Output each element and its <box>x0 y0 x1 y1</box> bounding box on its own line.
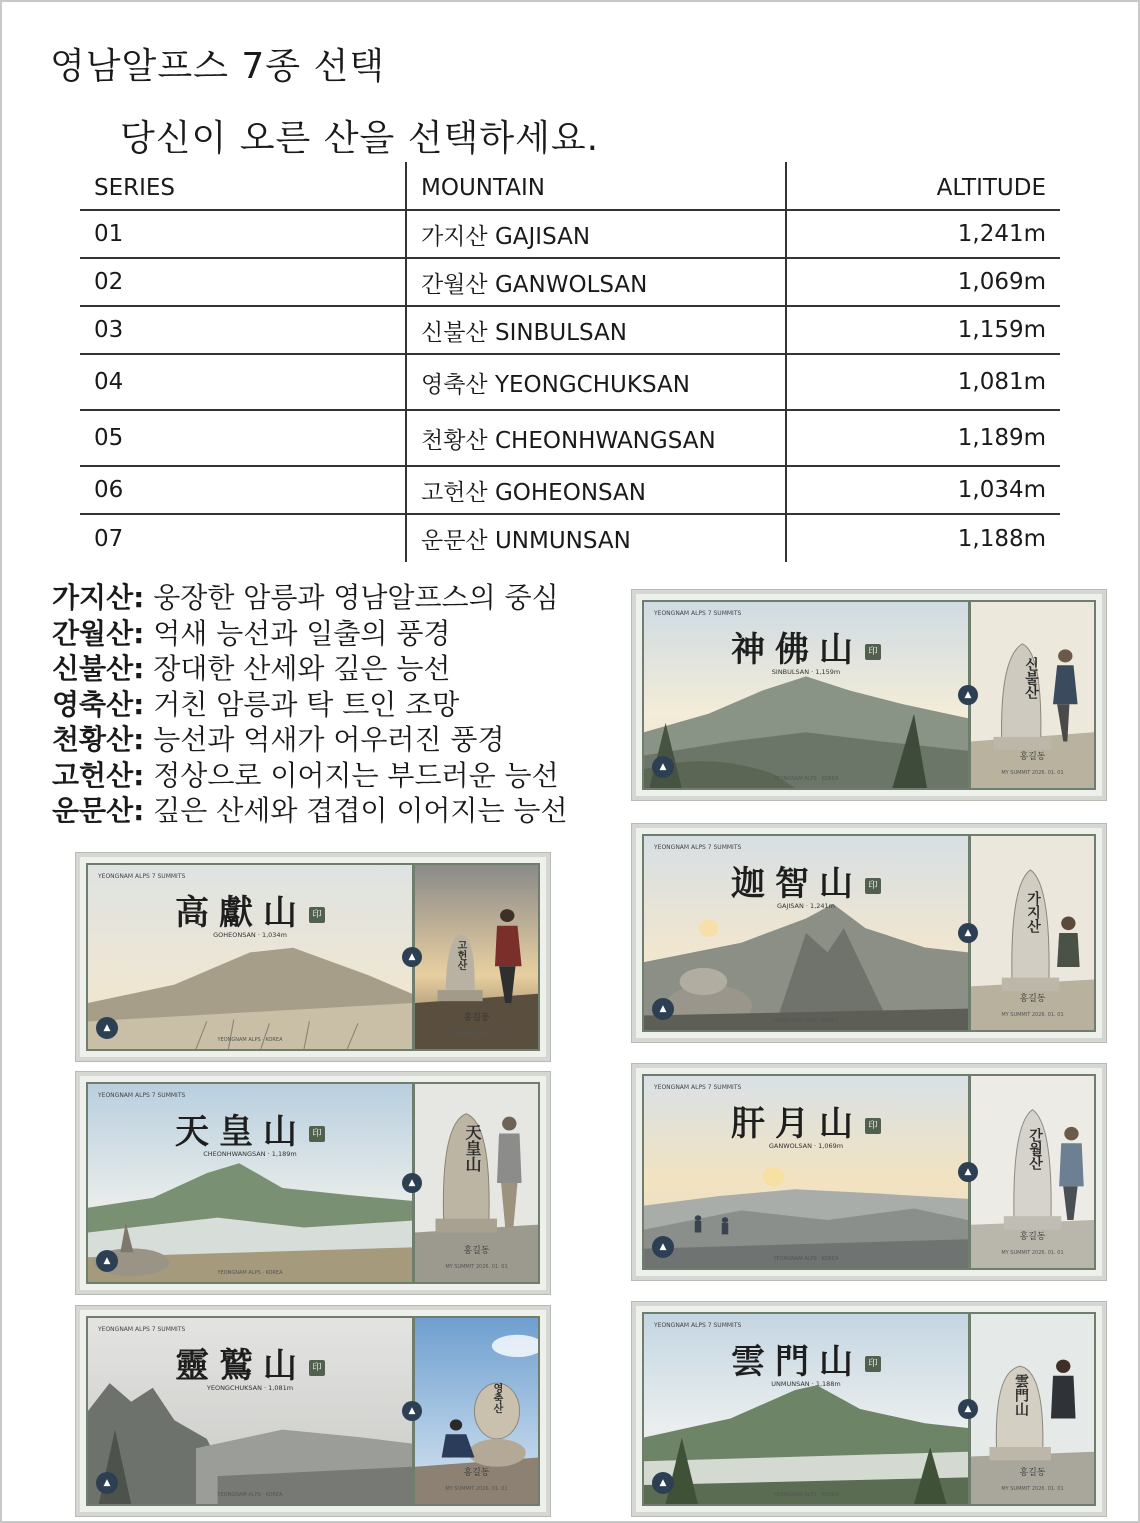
card-brand: YEONGNAM ALPS 7 SUMMITS <box>98 1092 186 1099</box>
mountain-cell: 가지산 GAJISAN <box>406 210 786 258</box>
series-cell: 06 <box>80 466 406 514</box>
card-hanja-title <box>644 1334 968 1383</box>
stone-inscription: 雲門山 <box>1013 1374 1029 1416</box>
card-summit-date: MY SUMMIT 2026. 01. 01 <box>445 1264 508 1270</box>
card-summit-date: MY SUMMIT 2026. 01. 01 <box>445 1486 508 1492</box>
card-subtitle: SINBULSAN · 1,159m <box>771 668 841 676</box>
card-summit-date: MY SUMMIT 2026. 01. 01 <box>1001 1250 1064 1256</box>
description-name: 가지산: <box>52 581 145 614</box>
card-hanja-title <box>88 1104 412 1153</box>
description-line <box>52 793 568 829</box>
mountain-cell: 신불산 SINBULSAN <box>406 306 786 354</box>
hanja-text: 靈鷲山 <box>175 1346 307 1386</box>
card-summit-photo <box>412 865 538 1049</box>
mountain-logo-icon: ▲ <box>652 756 674 778</box>
description-text: 정상으로 이어지는 부드러운 능선 <box>144 758 559 792</box>
card-person-name: 홍길동 <box>1019 1232 1046 1242</box>
altitude-cell: 1,081m <box>786 354 1060 410</box>
card-hanja-title <box>644 856 968 905</box>
mountain-logo-icon: ▲ <box>96 1017 118 1039</box>
card-person-name: 홍길동 <box>1019 1468 1046 1478</box>
card-footer: YEONGNAM ALPS · KOREA <box>217 1492 283 1498</box>
page-title: 영남알프스 7종 선택 <box>50 46 385 87</box>
table-row[interactable] <box>80 354 1060 410</box>
mountain-cell: 운문산 UNMUNSAN <box>406 514 786 562</box>
description-line <box>52 722 568 758</box>
card-landscape <box>644 836 968 1030</box>
mountain-badge-icon: ▲ <box>958 685 978 705</box>
table-row[interactable] <box>80 306 1060 354</box>
seal-stamp: 印 <box>865 878 881 894</box>
seal-stamp: 印 <box>865 1356 881 1372</box>
card-landscape <box>644 602 968 788</box>
card-brand: YEONGNAM ALPS 7 SUMMITS <box>98 873 186 880</box>
mountain-logo-icon: ▲ <box>96 1250 118 1272</box>
card-frame <box>86 863 540 1051</box>
card-frame <box>642 834 1096 1032</box>
mountain-cell: 고헌산 GOHEONSAN <box>406 466 786 514</box>
hanja-text: 迦智山 <box>731 864 863 904</box>
description-name: 고헌산: <box>52 758 145 792</box>
table-row[interactable] <box>80 258 1060 306</box>
mountain-table <box>80 162 1060 562</box>
mountain-badge-icon: ▲ <box>402 1173 422 1193</box>
mountain-logo-icon: ▲ <box>652 998 674 1020</box>
card-subtitle: YEONGCHUKSAN · 1,081m <box>206 1384 294 1392</box>
summit-card-gajisan[interactable] <box>632 824 1106 1042</box>
card-subtitle: GOHEONSAN · 1,034m <box>213 931 287 939</box>
card-footer: YEONGNAM ALPS · KOREA <box>217 1037 283 1043</box>
card-hanja-title <box>644 1096 968 1145</box>
stone-inscription: 가지산 <box>1025 891 1041 933</box>
card-summit-photo <box>968 1314 1094 1504</box>
hanja-text: 高獻山 <box>175 893 307 933</box>
card-summit-date: MY SUMMIT 2026. 01. 01 <box>1001 1486 1064 1492</box>
card-footer: YEONGNAM ALPS · KOREA <box>773 776 839 782</box>
series-cell: 01 <box>80 210 406 258</box>
table-header-row <box>80 162 1060 210</box>
col-header-altitude: ALTITUDE <box>786 162 1060 210</box>
summit-card-sinbulsan[interactable] <box>632 590 1106 800</box>
description-line <box>52 580 568 616</box>
summit-card-goheonsan[interactable] <box>76 853 550 1061</box>
summit-card-yeongchuksan[interactable] <box>76 1306 550 1516</box>
card-subtitle: GANWOLSAN · 1,069m <box>768 1142 844 1150</box>
summit-card-unmunsan[interactable] <box>632 1302 1106 1516</box>
card-person-name: 홍길동 <box>463 1468 490 1478</box>
summit-card-ganwolsan[interactable] <box>632 1064 1106 1280</box>
mountain-cell: 간월산 GANWOLSAN <box>406 258 786 306</box>
card-hanja-title <box>88 885 412 934</box>
mountain-cell: 천황산 CHEONHWANGSAN <box>406 410 786 466</box>
description-text: 억새 능선과 일출의 풍경 <box>144 616 451 650</box>
card-subtitle: UNMUNSAN · 1,188m <box>771 1380 841 1388</box>
seal-stamp: 印 <box>309 907 325 923</box>
table-row[interactable] <box>80 466 1060 514</box>
card-landscape <box>88 1084 412 1282</box>
hanja-text: 肝月山 <box>731 1104 863 1144</box>
card-frame <box>86 1082 540 1284</box>
card-summit-photo <box>968 1076 1094 1268</box>
card-landscape <box>88 865 412 1049</box>
altitude-cell: 1,159m <box>786 306 1060 354</box>
card-summit-date: MY SUMMIT 2026. 01. 01 <box>445 1031 508 1037</box>
card-summit-photo <box>968 836 1094 1030</box>
card-summit-date: MY SUMMIT 2026. 01. 01 <box>1001 770 1064 776</box>
card-frame <box>642 600 1096 790</box>
card-summit-photo <box>412 1318 538 1504</box>
card-brand: YEONGNAM ALPS 7 SUMMITS <box>654 610 742 617</box>
description-text: 장대한 산세와 깊은 능선 <box>144 652 451 685</box>
page-subtitle: 당신이 오른 산을 선택하세요. <box>120 118 600 159</box>
series-cell: 03 <box>80 306 406 354</box>
seal-stamp: 印 <box>309 1126 325 1142</box>
card-brand: YEONGNAM ALPS 7 SUMMITS <box>654 1084 742 1091</box>
card-subtitle: CHEONHWANGSAN · 1,189m <box>203 1150 297 1158</box>
description-name: 신불산: <box>52 652 145 685</box>
summit-card-cheonhwangsan[interactable] <box>76 1072 550 1294</box>
description-name: 운문산: <box>52 794 145 827</box>
card-subtitle: GAJISAN · 1,241m <box>776 902 835 910</box>
series-cell: 04 <box>80 354 406 410</box>
card-person-name: 홍길동 <box>463 1246 490 1256</box>
card-brand: YEONGNAM ALPS 7 SUMMITS <box>654 844 742 851</box>
card-frame <box>86 1316 540 1506</box>
stone-inscription: 영축산 <box>491 1383 502 1413</box>
card-brand: YEONGNAM ALPS 7 SUMMITS <box>98 1326 186 1333</box>
description-text: 능선과 억새가 어우러진 풍경 <box>144 723 505 756</box>
card-landscape <box>88 1318 412 1504</box>
seal-stamp: 印 <box>865 644 881 660</box>
mountain-badge-icon: ▲ <box>402 947 422 967</box>
card-hanja-title <box>88 1338 412 1387</box>
altitude-cell: 1,069m <box>786 258 1060 306</box>
card-footer: YEONGNAM ALPS · KOREA <box>773 1018 839 1024</box>
card-person-name: 홍길동 <box>1019 752 1046 762</box>
description-text: 웅장한 암릉과 영남알프스의 중심 <box>144 581 559 614</box>
col-header-mountain: MOUNTAIN <box>406 162 786 210</box>
card-summit-photo <box>968 602 1094 788</box>
card-footer: YEONGNAM ALPS · KOREA <box>773 1256 839 1262</box>
series-cell: 02 <box>80 258 406 306</box>
card-frame <box>642 1312 1096 1506</box>
card-summit-date: MY SUMMIT 2026. 01. 01 <box>1001 1012 1064 1018</box>
hanja-text: 神佛山 <box>731 630 863 670</box>
mountain-badge-icon: ▲ <box>402 1401 422 1421</box>
description-line <box>52 687 568 723</box>
mountain-descriptions <box>52 580 568 829</box>
description-text: 깊은 산세와 겹겹이 이어지는 능선 <box>144 794 568 827</box>
description-line <box>52 651 568 687</box>
series-cell: 07 <box>94 525 124 552</box>
stone-inscription: 간월산 <box>1027 1128 1043 1170</box>
table-row[interactable] <box>80 210 1060 258</box>
stone-inscription: 신불산 <box>1023 657 1039 699</box>
card-hanja-title <box>644 622 968 671</box>
mountain-logo-icon: ▲ <box>96 1472 118 1494</box>
card-landscape <box>644 1076 968 1268</box>
hanja-text: 雲門山 <box>731 1342 863 1382</box>
mountain-logo-icon: ▲ <box>652 1472 674 1494</box>
card-person-name: 홍길동 <box>1019 994 1046 1004</box>
card-footer: YEONGNAM ALPS · KOREA <box>773 1492 839 1498</box>
stone-inscription: 天皇山 <box>463 1124 482 1172</box>
description-text: 거친 암릉과 탁 트인 조망 <box>144 687 460 721</box>
description-name: 간월산: <box>52 616 145 650</box>
series-cell: 05 <box>80 410 406 466</box>
altitude-cell: 1,241m <box>786 210 1060 258</box>
mountain-badge-icon: ▲ <box>958 923 978 943</box>
card-brand: YEONGNAM ALPS 7 SUMMITS <box>654 1322 742 1329</box>
stone-inscription: 고헌산 <box>455 940 466 970</box>
col-header-series: SERIES <box>80 162 406 210</box>
description-name: 영축산: <box>52 687 145 721</box>
description-line <box>52 758 568 794</box>
description-name: 천황산: <box>52 723 145 756</box>
altitude-cell: 1,189m <box>786 410 1060 466</box>
mountain-badge-icon: ▲ <box>958 1162 978 1182</box>
description-line <box>52 616 568 652</box>
altitude-cell: 1,188m <box>786 514 1060 562</box>
card-summit-photo <box>412 1084 538 1282</box>
card-landscape <box>644 1314 968 1504</box>
table-row[interactable] <box>80 410 1060 466</box>
card-frame <box>642 1074 1096 1270</box>
mountain-logo-icon: ▲ <box>652 1236 674 1258</box>
altitude-cell: 1,034m <box>786 466 1060 514</box>
mountain-cell: 영축산 YEONGCHUKSAN <box>406 354 786 410</box>
seal-stamp: 印 <box>309 1360 325 1376</box>
card-footer: YEONGNAM ALPS · KOREA <box>217 1270 283 1276</box>
seal-stamp: 印 <box>865 1118 881 1134</box>
mountain-badge-icon: ▲ <box>958 1399 978 1419</box>
hanja-text: 天皇山 <box>175 1112 307 1152</box>
card-person-name: 홍길동 <box>463 1013 490 1023</box>
table-row[interactable] <box>80 514 1060 562</box>
